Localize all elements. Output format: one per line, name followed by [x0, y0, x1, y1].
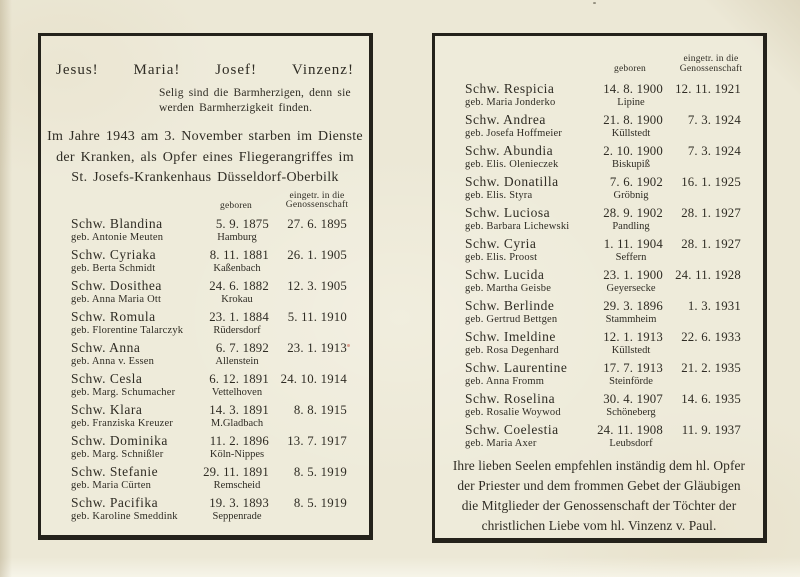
column-header-geboren: geboren	[220, 200, 252, 211]
maiden-name: geb. Marg. Schnißler	[71, 448, 164, 460]
column-header-genossenschaft	[273, 192, 361, 211]
sister-name: Schw. Coelestia	[465, 422, 559, 437]
birth-date: 28. 9. 1902	[603, 206, 663, 220]
entry-date: 23. 1. 1913	[287, 340, 347, 355]
maiden-name: geb. Florentine Talarczyk	[71, 324, 184, 336]
entry-spacer	[275, 325, 355, 337]
sister-entry	[435, 391, 763, 419]
birth-place: Pandling	[612, 221, 650, 232]
entry-spacer	[669, 376, 749, 388]
sister-name: Schw. Klara	[71, 401, 143, 417]
sister-name: Schw. Romula	[71, 308, 156, 324]
maiden-name: geb. Elis. Olenieczek	[465, 159, 559, 170]
closing-paragraph	[435, 456, 763, 536]
sister-entry	[435, 329, 763, 357]
entry-date: 27. 6. 1895	[287, 216, 347, 231]
column-header-genossenschaft	[667, 55, 755, 74]
sister-entry	[41, 216, 369, 244]
column-headers	[435, 52, 763, 78]
maiden-name: geb. Berta Schmidt	[71, 262, 156, 274]
entry-date: 16. 1. 1925	[681, 175, 741, 189]
birth-place: Hamburg	[217, 231, 257, 243]
entry-spacer	[669, 283, 749, 295]
birth-place: Stammheim	[605, 314, 657, 325]
sister-entry	[41, 309, 369, 337]
maiden-name: geb. Elis. Styra	[465, 190, 533, 201]
entry-date: 8. 5. 1919	[293, 464, 347, 479]
birth-place: Küllstedt	[611, 345, 651, 356]
sister-entry	[41, 247, 369, 275]
maiden-name: geb. Barbara Lichewski	[465, 221, 570, 232]
birth-place: Biskupiß	[612, 159, 650, 170]
sister-entry	[41, 402, 369, 430]
invocation-row	[41, 36, 369, 79]
sister-name: Schw. Cesla	[71, 370, 143, 386]
birth-place: Küllstedt	[611, 128, 651, 139]
entry-spacer	[669, 252, 749, 264]
sister-name: Schw. Lucida	[465, 267, 545, 282]
column-header-genossenschaft-line1: eingetr. in die	[289, 190, 345, 201]
sister-name: Schw. Cyriaka	[71, 246, 157, 262]
sister-name: Schw. Dosithea	[71, 277, 162, 293]
sister-entry	[435, 143, 763, 171]
entry-spacer	[275, 480, 355, 492]
maiden-name: geb. Marg. Schumacher	[71, 386, 176, 398]
birth-date: 30. 4. 1907	[603, 392, 663, 406]
entry-spacer	[669, 438, 749, 450]
entry-date: 1. 3. 1931	[687, 299, 741, 313]
closing-line: Ihre lieben Seelen empfehlen inständig dem hl. Opfer	[452, 458, 746, 473]
sister-name: Schw. Anna	[71, 339, 141, 355]
sister-name: Schw. Luciosa	[465, 205, 551, 220]
entry-date: 7. 3. 1924	[687, 113, 741, 127]
birth-date: 19. 3. 1893	[209, 495, 269, 510]
entry-spacer	[669, 190, 749, 202]
entry-spacer	[669, 345, 749, 357]
intro-line: der Kranken, als Opfer eines Fliegerangriffes im	[56, 149, 354, 165]
birth-date: 6. 7. 1892	[215, 340, 269, 355]
birth-place: Rüdersdorf	[213, 324, 261, 336]
maiden-name: geb. Anna v. Essen	[71, 355, 155, 367]
invocation-word: Maria!	[133, 62, 181, 78]
birth-date: 23. 1. 1884	[209, 309, 269, 324]
sister-entry	[435, 81, 763, 109]
maiden-name: geb. Elis. Proost	[465, 252, 538, 263]
maiden-name: geb. Rosa Degenhard	[465, 345, 559, 356]
invocation-word: Jesus!	[56, 62, 99, 78]
birth-date: 24. 6. 1882	[209, 278, 269, 293]
sister-entry	[41, 433, 369, 461]
birth-place: Remscheid	[213, 479, 261, 491]
birth-place: Geyersecke	[606, 283, 656, 294]
sister-name: Schw. Abundia	[465, 143, 554, 158]
entry-spacer	[275, 387, 355, 399]
sister-entry	[41, 495, 369, 523]
maiden-name: geb. Gertrud Bettgen	[465, 314, 558, 325]
sister-name: Schw. Dominika	[71, 432, 168, 448]
maiden-name: geb. Josefa Hoffmeier	[465, 128, 563, 139]
blessing-text	[159, 86, 359, 115]
entry-date: 22. 6. 1933	[681, 330, 741, 344]
entry-date: 13. 7. 1917	[287, 433, 347, 448]
entry-date: 8. 5. 1919	[293, 495, 347, 510]
blessing-line: Selig sind die Barmherzigen, denn sie	[159, 87, 351, 99]
sister-name: Schw. Laurentine	[465, 360, 568, 375]
sister-name: Schw. Roselina	[465, 391, 556, 406]
entry-date: 28. 1. 1927	[681, 206, 741, 220]
birth-date: 11. 2. 1896	[209, 433, 269, 448]
entry-spacer	[669, 314, 749, 326]
sister-entry	[435, 236, 763, 264]
birth-date: 5. 9. 1875	[215, 216, 269, 231]
entry-spacer	[669, 221, 749, 233]
maiden-name: geb. Anna Maria Ott	[71, 293, 162, 305]
entry-spacer	[669, 128, 749, 140]
birth-place: Seppenrade	[212, 510, 262, 522]
maiden-name: geb. Maria Cürten	[71, 479, 152, 491]
entry-date: 5. 11. 1910	[287, 309, 347, 324]
sister-entry	[435, 174, 763, 202]
sister-name: Schw. Respicia	[465, 81, 555, 96]
sister-entry	[435, 422, 763, 450]
closing-line: der Priester und dem frommen Gebet der Gläubigen	[457, 478, 741, 493]
sister-name: Schw. Berlinde	[465, 298, 555, 313]
sister-name: Schw. Pacifika	[71, 494, 159, 510]
birth-date: 29. 3. 1896	[603, 299, 663, 313]
entry-date: 11. 9. 1937	[681, 423, 741, 437]
maiden-name: geb. Maria Jonderko	[465, 97, 556, 108]
entry-spacer	[275, 418, 355, 430]
intro-line: Im Jahre 1943 am 3. November starben im Dienste	[47, 129, 363, 144]
birth-date: 2. 10. 1900	[603, 144, 663, 158]
sister-entry	[435, 205, 763, 233]
left-page	[38, 33, 373, 540]
entry-date: 14. 6. 1935	[681, 392, 741, 406]
maiden-name: geb. Maria Axer	[465, 438, 537, 449]
sister-name: Schw. Donatilla	[465, 174, 559, 189]
entry-spacer	[669, 159, 749, 171]
invocation-word: Vinzenz!	[291, 62, 354, 78]
entry-date: 26. 1. 1905	[287, 247, 347, 262]
birth-date: 8. 11. 1881	[209, 247, 269, 262]
birth-place: Köln-Nippes	[209, 448, 265, 460]
entry-date: 21. 2. 1935	[681, 361, 741, 375]
birth-place: Allenstein	[215, 355, 259, 367]
entry-date: 28. 1. 1927	[681, 237, 741, 251]
birth-place: Seffern	[615, 252, 647, 263]
intro-paragraph	[41, 127, 369, 189]
closing-line: die Mitglieder der Genossenschaft der Töchter der	[461, 498, 737, 513]
birth-place: Krokau	[221, 293, 253, 305]
entry-spacer	[275, 263, 355, 275]
birth-date: 17. 7. 1913	[603, 361, 663, 375]
entry-date: 12. 11. 1921	[675, 82, 741, 96]
sister-name: Schw. Cyria	[465, 236, 537, 251]
sister-entry	[41, 278, 369, 306]
entry-date: 24. 11. 1928	[675, 268, 741, 282]
birth-date: 29. 11. 1891	[203, 464, 269, 479]
birth-place: Leubsdorf	[609, 438, 653, 449]
column-header-geboren: geboren	[614, 64, 646, 74]
sister-entry	[41, 340, 369, 368]
paper-edge-speck	[593, 2, 596, 4]
sister-name: Schw. Blandina	[71, 215, 163, 231]
sister-name: Schw. Imeldine	[465, 329, 556, 344]
maiden-name: geb. Antonie Meuten	[71, 231, 164, 243]
column-header-genossenschaft-line2: Genossenschaft	[285, 200, 349, 210]
entry-date: 7. 3. 1924	[687, 144, 741, 158]
birth-date: 1. 11. 1904	[603, 237, 663, 251]
birth-date: 21. 8. 1900	[603, 113, 663, 127]
sister-entry	[435, 267, 763, 295]
birth-date: 7. 6. 1902	[609, 175, 663, 189]
column-header-genossenschaft-line2: Genossenschaft	[679, 63, 743, 74]
sister-name: Schw. Andrea	[465, 112, 546, 127]
birth-date: 24. 11. 1908	[597, 423, 663, 437]
sister-entry	[41, 371, 369, 399]
maiden-name: geb. Rosalie Woywod	[465, 407, 561, 418]
birth-place: Steinförde	[609, 376, 653, 387]
closing-line: christlichen Liebe vom hl. Vinzenz v. Paul.	[481, 518, 717, 533]
right-page	[432, 33, 767, 543]
maiden-name: geb. Franziska Kreuzer	[71, 417, 174, 429]
sister-entry	[435, 360, 763, 388]
invocation-word: Josef!	[215, 62, 258, 78]
blessing-line: werden Barmherzigkeit finden.	[159, 101, 313, 114]
maiden-name: geb. Anna Fromm	[465, 376, 545, 387]
birth-place: Schöneberg	[606, 407, 656, 418]
entry-spacer	[275, 449, 355, 461]
entry-spacer	[669, 407, 749, 419]
entry-spacer	[275, 294, 355, 306]
entry-date: 12. 3. 1905	[287, 278, 347, 293]
birth-date: 6. 12. 1891	[209, 371, 269, 386]
maiden-name: geb. Martha Geisbe	[465, 283, 552, 294]
sisters-list-left	[41, 216, 369, 523]
entry-spacer	[275, 511, 355, 523]
birth-place: Kaßenbach	[213, 262, 261, 274]
column-header-genossenschaft-line1: eingetr. in die	[683, 54, 739, 64]
sister-name: Schw. Stefanie	[71, 463, 159, 479]
sisters-list-right	[435, 81, 763, 450]
maiden-name: geb. Karoline Smeddink	[71, 510, 178, 522]
entry-date: 24. 10. 1914	[280, 371, 347, 386]
entry-spacer	[275, 232, 355, 244]
birth-date: 14. 3. 1891	[209, 402, 269, 417]
birth-place: Gröbnig	[613, 190, 649, 201]
birth-place: M.Gladbach	[210, 417, 264, 429]
column-headers	[41, 191, 369, 213]
entry-spacer	[669, 97, 749, 109]
birth-date: 12. 1. 1913	[603, 330, 663, 344]
entry-spacer	[275, 356, 355, 368]
birth-date: 14. 8. 1900	[603, 82, 663, 96]
sister-entry	[435, 112, 763, 140]
birth-date: 23. 1. 1900	[603, 268, 663, 282]
entry-date: 8. 8. 1915	[293, 402, 347, 417]
birth-place: Lipine	[617, 97, 645, 108]
birth-place: Vettelhoven	[211, 386, 263, 398]
sister-entry	[41, 464, 369, 492]
intro-line: St. Josefs-Krankenhaus Düsseldorf-Oberbilk	[71, 170, 339, 185]
sister-entry	[435, 298, 763, 326]
